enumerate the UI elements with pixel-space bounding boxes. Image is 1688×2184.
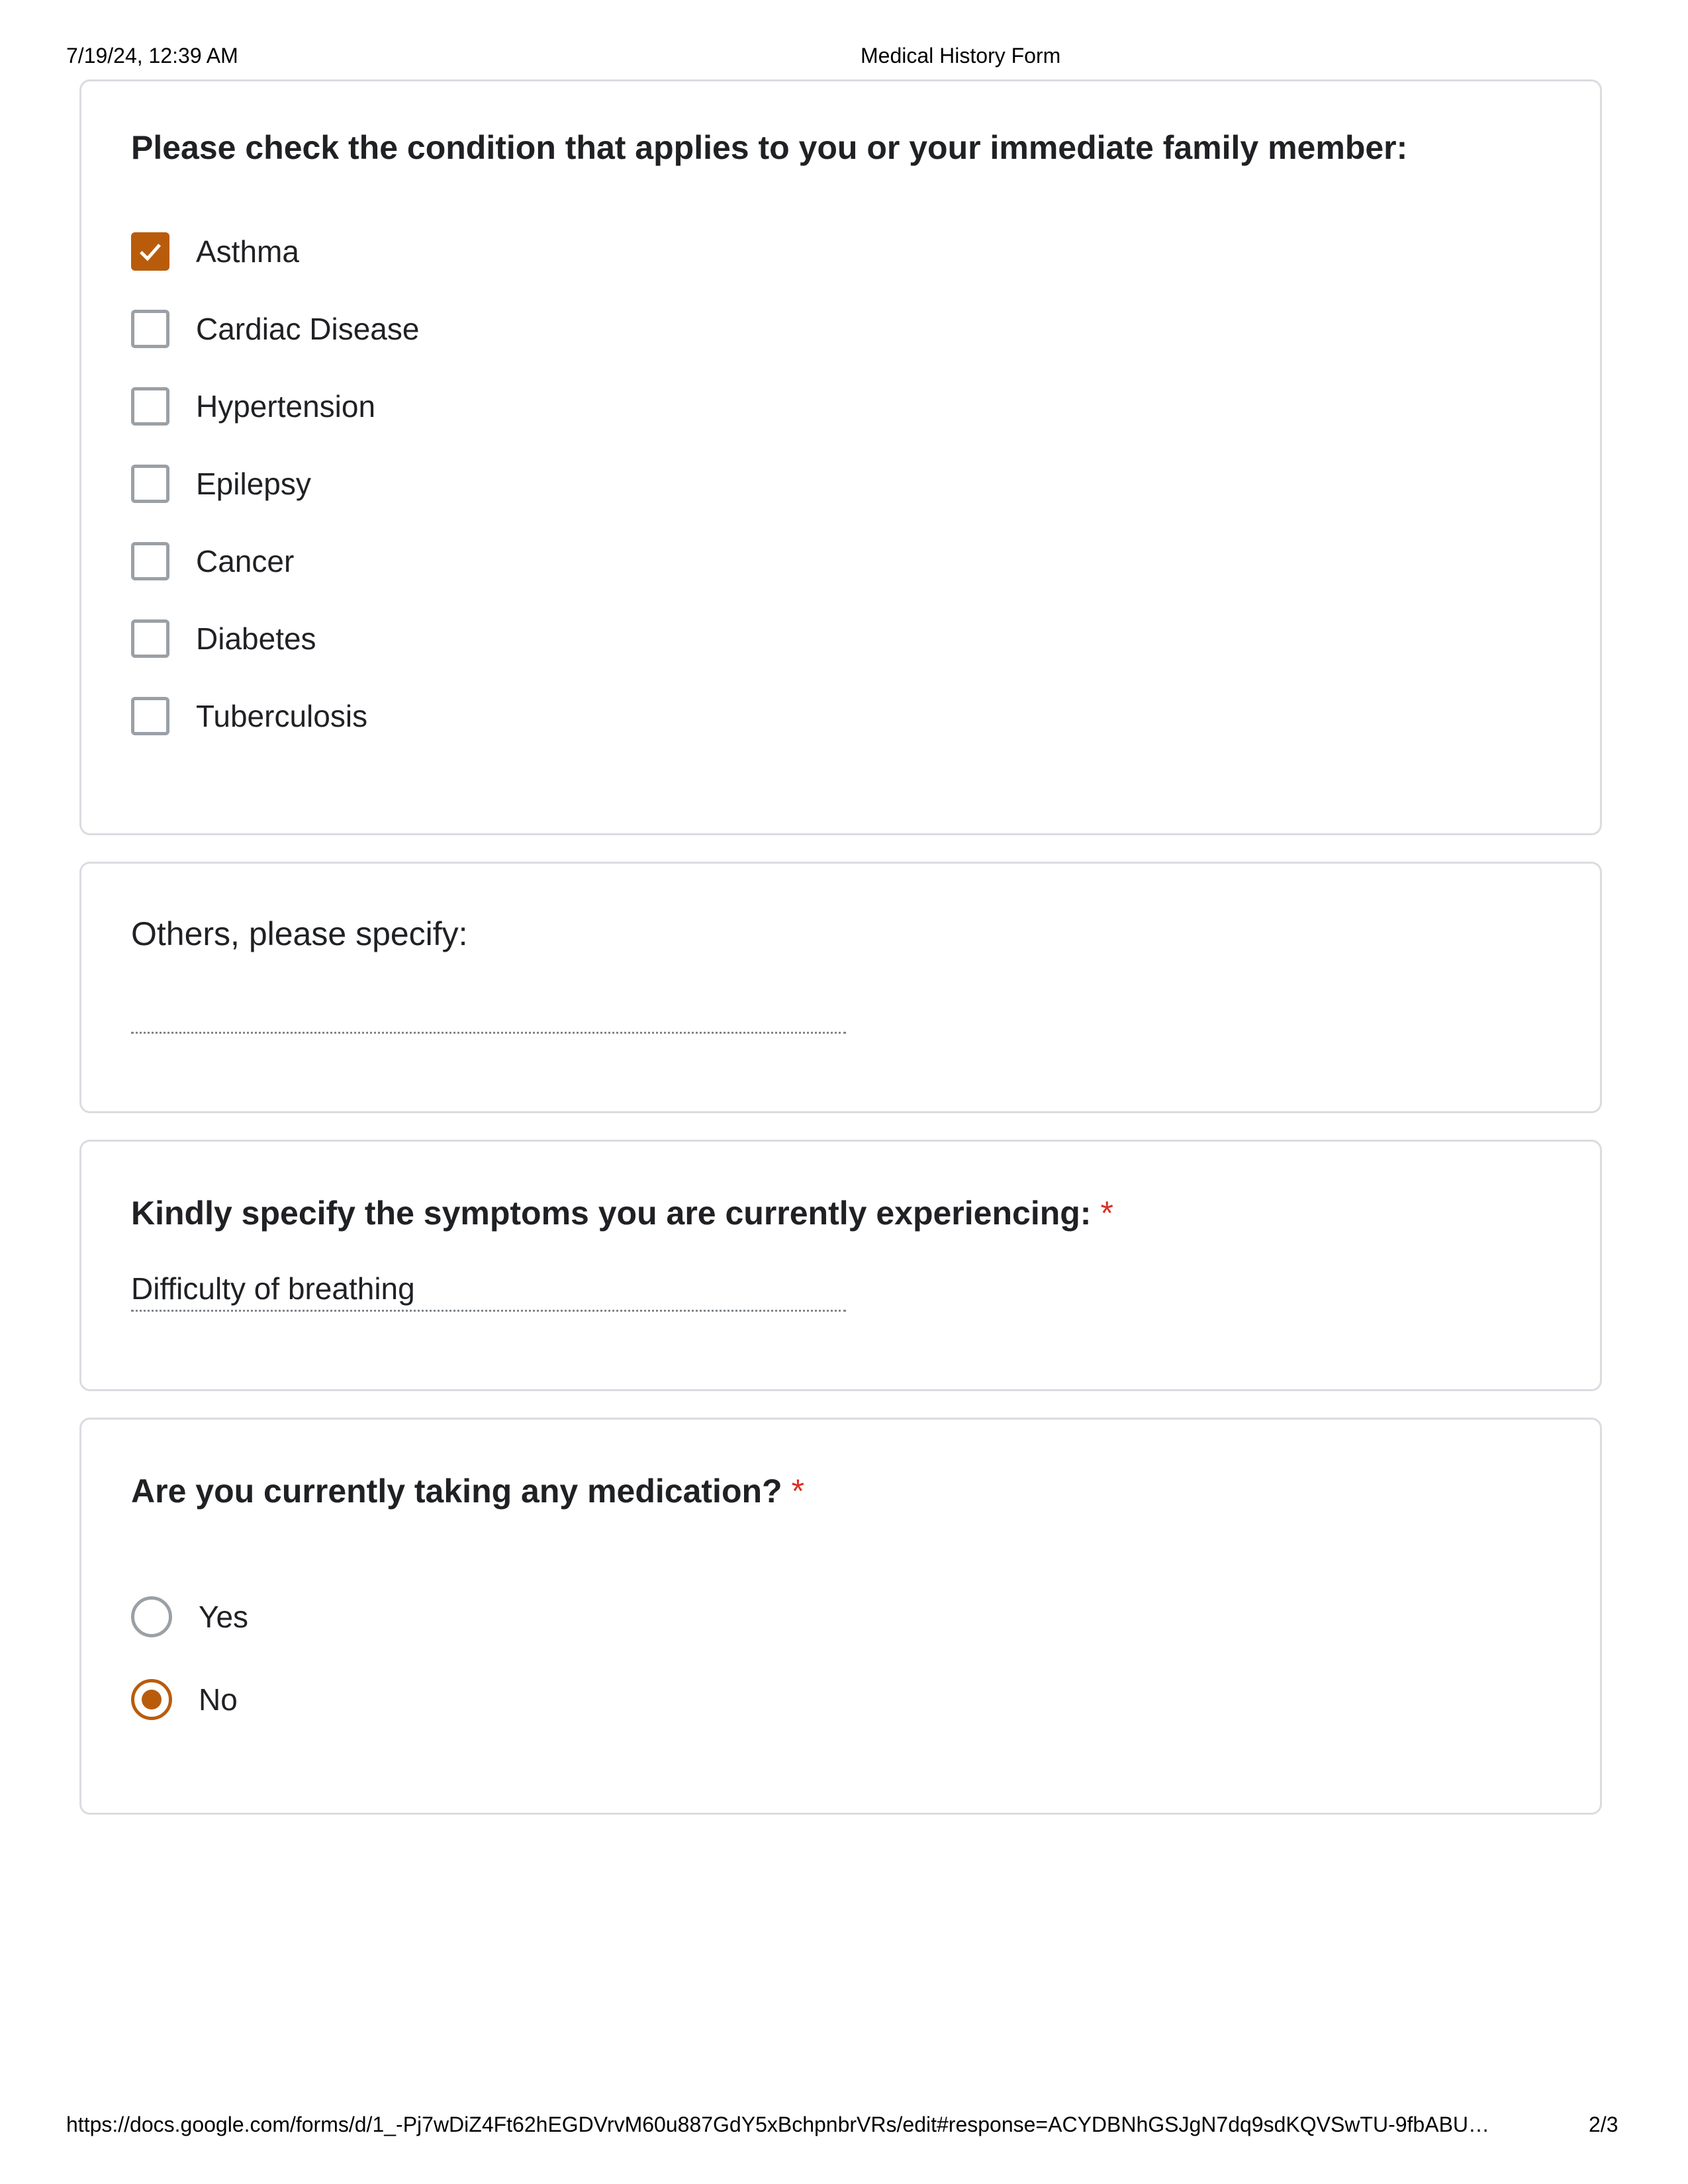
checkbox-option-epilepsy[interactable]: [131, 462, 311, 506]
checkbox-unchecked[interactable]: [131, 542, 169, 580]
checkmark-icon: [137, 238, 164, 265]
print-timestamp: 7/19/24, 12:39 AM: [66, 44, 238, 68]
checkbox-option-diabetes[interactable]: [131, 617, 316, 660]
required-asterisk: *: [1100, 1195, 1113, 1232]
radio-option-yes[interactable]: [131, 1595, 248, 1639]
print-footer-url: https://docs.google.com/forms/d/1_-Pj7wDiZ4Ft62hEGDVrvM60u887GdY5xBchpnbrVRs/edit#response=ACYDBNhGSJgN7dq9sdKQVSwTU-9fbABU…: [66, 2113, 1490, 2136]
conditions-question-card: [79, 79, 1602, 835]
medication-question-card: [79, 1418, 1602, 1815]
checkbox-label: Cardiac Disease: [196, 312, 420, 346]
medication-question-text: Are you currently taking any medication?: [131, 1473, 782, 1510]
checkbox-option-cardiac-disease[interactable]: [131, 307, 419, 351]
print-page-number: 2/3: [1589, 2113, 1618, 2136]
symptoms-question-title: [131, 1193, 1113, 1233]
conditions-question-title: Please check the condition that applies to you or your immediate family member:: [131, 129, 1408, 166]
others-question-title: Others, please specify:: [131, 915, 468, 952]
checkbox-unchecked[interactable]: [131, 465, 169, 503]
checkbox-checked[interactable]: [131, 232, 169, 271]
radio-unselected[interactable]: [131, 1596, 172, 1637]
radio-label: Yes: [199, 1600, 249, 1634]
checkbox-option-tuberculosis[interactable]: [131, 694, 367, 738]
checkbox-unchecked[interactable]: [131, 697, 169, 735]
checkbox-option-asthma[interactable]: [131, 230, 299, 273]
radio-option-no[interactable]: [131, 1678, 238, 1721]
checkbox-label: Asthma: [196, 234, 299, 269]
symptoms-answer-field[interactable]: Difficulty of breathing: [131, 1270, 846, 1312]
radio-dot: [142, 1690, 162, 1709]
others-answer-field[interactable]: [131, 992, 846, 1034]
medication-question-title: [131, 1471, 804, 1511]
checkbox-option-cancer[interactable]: [131, 539, 294, 583]
checkbox-label: Tuberculosis: [196, 699, 368, 733]
checkbox-label: Epilepsy: [196, 467, 311, 501]
print-page-title: Medical History Form: [861, 44, 1061, 68]
radio-label: No: [199, 1682, 238, 1717]
radio-selected[interactable]: [131, 1679, 172, 1720]
checkbox-label: Diabetes: [196, 621, 316, 656]
symptoms-question-card: [79, 1140, 1602, 1391]
checkbox-option-hypertension[interactable]: [131, 385, 375, 428]
checkbox-unchecked[interactable]: [131, 619, 169, 658]
symptoms-question-text: Kindly specify the symptoms you are currently experiencing:: [131, 1195, 1092, 1232]
checkbox-label: Cancer: [196, 544, 295, 578]
checkbox-unchecked[interactable]: [131, 387, 169, 426]
required-asterisk: *: [791, 1473, 805, 1510]
checkbox-unchecked[interactable]: [131, 310, 169, 348]
checkbox-label: Hypertension: [196, 389, 376, 424]
others-question-card: [79, 862, 1602, 1113]
